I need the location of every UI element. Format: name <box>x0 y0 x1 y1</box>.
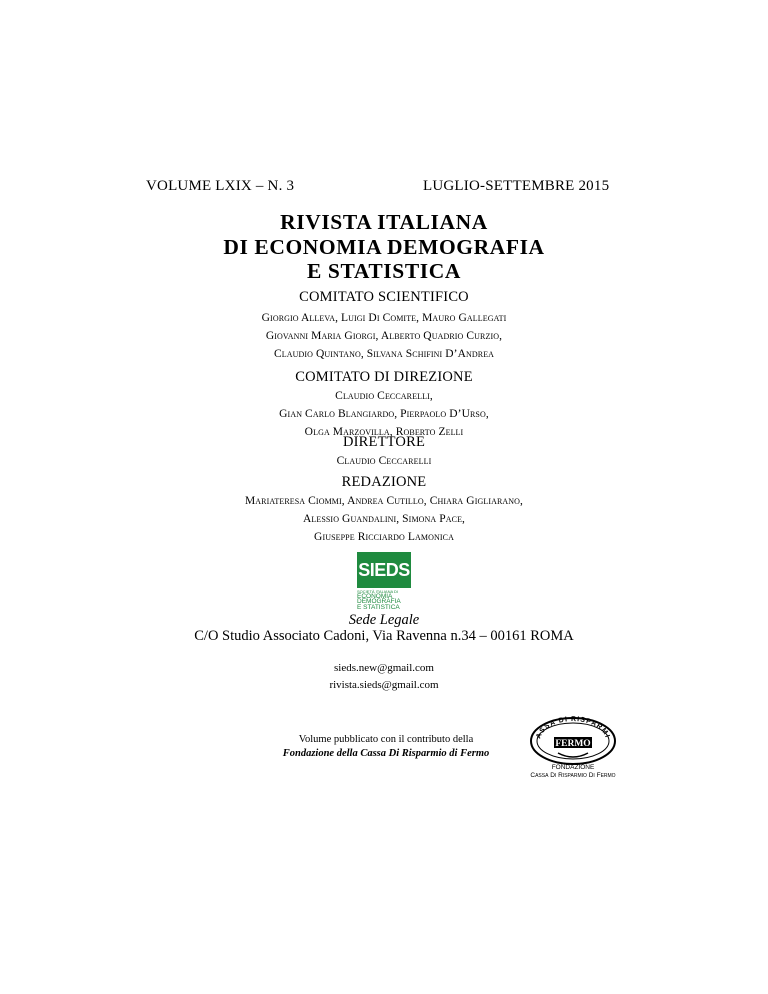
comitato-direzione-section <box>0 369 768 441</box>
fermo-seal-icon <box>518 713 628 765</box>
member-list <box>0 492 768 546</box>
member-line: Giorgio Alleva, Luigi Di Comite, Mauro Gallegati <box>261 312 507 324</box>
title-line-1: RIVISTA ITALIANA <box>280 210 488 234</box>
section-heading: REDAZIONE <box>341 474 427 490</box>
email-link[interactable]: sieds.new@gmail.com <box>334 662 434 674</box>
member-line: Giovanni Maria Giorgi, Alberto Quadrio Curzio, <box>265 330 503 342</box>
member-line: Gian Carlo Blangiardo, Pierpaolo D’Urso, <box>279 408 489 420</box>
issue-date: LUGLIO-SETTEMBRE 2015 <box>423 178 610 194</box>
email-link[interactable]: rivista.sieds@gmail.com <box>329 679 439 691</box>
title-line-3: E STATISTICA <box>307 259 461 283</box>
sieds-logo-subtitle <box>357 589 417 610</box>
section-heading: COMITATO DI DIREZIONE <box>295 369 473 385</box>
member-line: Mariateresa Ciommi, Andrea Cutillo, Chiara Gigliarano, <box>244 495 524 507</box>
seal-ring-text: ASSA DI RISPARMI <box>535 715 611 740</box>
journal-title <box>0 210 768 284</box>
sieds-sub-line: ECONOMIA <box>357 593 393 600</box>
foundation-name: Fondazione della Cassa Di Risparmio di Fermo <box>282 748 490 759</box>
seal-center-text: FERMO <box>555 739 591 749</box>
sieds-logo-mark: SIEDS <box>357 552 411 588</box>
fermo-logo-caption <box>508 764 638 780</box>
sieds-logo <box>357 552 413 611</box>
sieds-sub-line: SOCIETÀ ITALIANA DI <box>357 589 399 594</box>
volume-number: VOLUME LXIX – N. 3 <box>146 178 295 194</box>
contribution-note <box>262 733 510 761</box>
member-list <box>0 387 768 441</box>
direttore-section <box>0 434 768 470</box>
member-list <box>0 452 768 470</box>
section-heading: COMITATO SCIENTIFICO <box>299 289 469 305</box>
contribution-line: Volume pubblicato con il contributo della <box>298 734 474 745</box>
redazione-section <box>0 474 768 546</box>
title-line-2: DI ECONOMIA DEMOGRAFIA <box>223 234 545 259</box>
sede-address: C/O Studio Associato Cadoni, Via Ravenna n.34 – 00161 ROMA <box>194 628 574 644</box>
section-heading: DIRETTORE <box>342 434 426 450</box>
fondazione-fermo-logo <box>518 713 628 771</box>
member-line: Claudio Quintano, Silvana Schifini D’Andrea <box>273 348 495 360</box>
sieds-sub-line: DEMOGRAFIA <box>357 598 401 606</box>
member-line: Olga Marzovilla, Roberto Zelli <box>304 426 464 438</box>
sede-legale-label: Sede Legale <box>348 612 420 628</box>
comitato-scientifico-section <box>0 289 768 363</box>
member-line: Alessio Guandalini, Simona Pace, <box>302 513 466 525</box>
member-list <box>0 309 768 363</box>
member-line: Claudio Ceccarelli <box>336 455 432 467</box>
fermo-caption-line: Cassa Di Risparmio Di Fermo <box>530 772 616 779</box>
member-line: Giuseppe Ricciardo Lamonica <box>314 531 454 543</box>
member-line: Claudio Ceccarelli, <box>335 390 433 402</box>
email-list <box>0 660 768 694</box>
sieds-sub-line: E STATISTICA <box>357 603 400 611</box>
fermo-caption-line: FONDAZIONE <box>551 764 595 771</box>
